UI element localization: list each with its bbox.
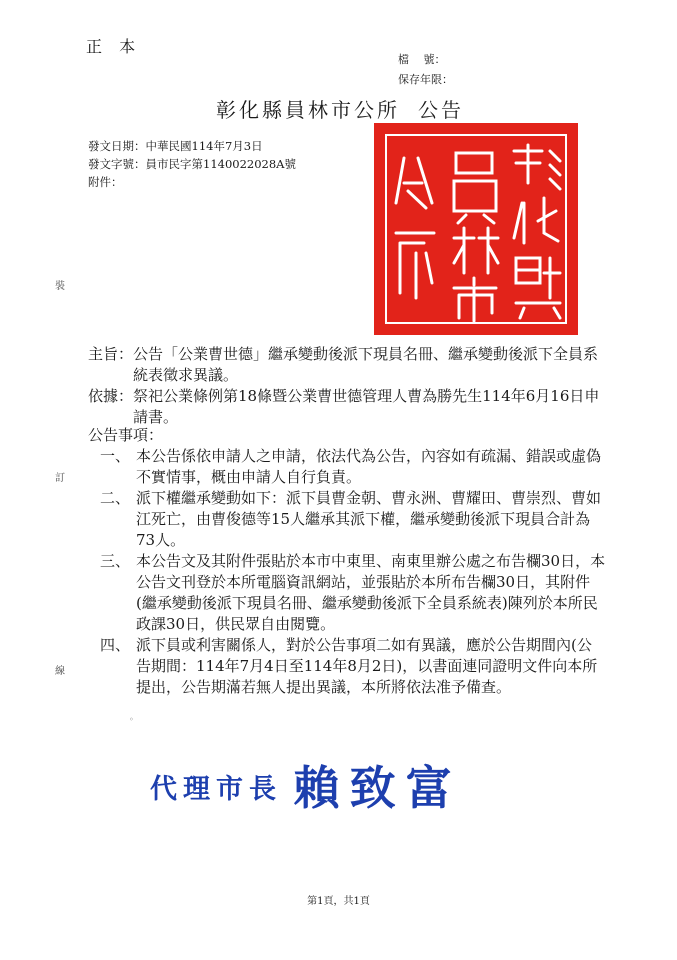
item-text: 本公告係依申請人之申請，依法代為公告，內容如有疏漏、錯誤或虛偽不實情事，概由申請人自行負責。 — [136, 447, 602, 486]
agency-name: 彰化縣員林市公所 — [216, 98, 400, 122]
file-number-field: 檔 號： — [398, 53, 446, 66]
notice-items-label: 公告事項： — [88, 426, 164, 444]
document-title — [216, 94, 464, 123]
item-number: 一、 — [100, 447, 131, 465]
notice-item — [100, 488, 606, 551]
issue-number: 發文字號：員市民字第1140022028A號 — [88, 157, 296, 171]
item-number: 三、 — [100, 552, 131, 570]
stray-dot-icon: ◦ — [129, 715, 134, 724]
document-type: 公告 — [418, 98, 464, 122]
page-number: 第1頁，共1頁 — [307, 896, 370, 907]
item-text: 派下權繼承變動如下：派下員曹金朝、曹永洲、曹耀田、曹崇烈、曹如江死亡，由曹俊德等15人繼承其派下權，繼承變動後派下現員合計為73人。 — [136, 489, 602, 549]
item-text: 本公告文及其附件張貼於本市中東里、南東里辦公處之布告欄30日，本公告文刊登於本所電腦資訊網站，並張貼於本所布告欄30日，其附件(繼承變動後派下現員名冊、繼承變動後派下全員系統表)陳列於本所民政課30日，供民眾自由閱覽。 — [136, 552, 606, 633]
signature-title: 代理市長 — [150, 774, 282, 805]
issue-date: 發文日期：中華民國114年7月3日 — [88, 139, 263, 153]
basis-label: 依據： — [88, 387, 134, 405]
signature-name: 賴致富 — [293, 761, 462, 815]
subject-text: 公告「公業曹世德」繼承變動後派下現員名冊、繼承變動後派下全員系統表徵求異議。 — [133, 345, 599, 384]
notice-items-list — [100, 446, 606, 698]
signature-stamp — [150, 752, 462, 818]
official-seal — [374, 123, 578, 335]
subject-label: 主旨： — [88, 345, 134, 363]
binding-mark-bind: 裝 — [55, 281, 65, 292]
subject-section — [88, 344, 608, 386]
binding-mark-staple: 訂 — [55, 473, 65, 484]
notice-item — [100, 635, 606, 698]
notice-item — [100, 446, 606, 488]
item-text: 派下員或利害關係人，對於公告事項二如有異議，應於公告期間內(公告期間：114年7月4日至114年8月2日)，以書面連同證明文件向本所提出，公告期滿若無人提出異議，本所將依法准予備查。 — [136, 636, 598, 696]
attachment-line: 附件： — [88, 175, 123, 189]
basis-section — [88, 386, 608, 428]
seal-glyphs-icon — [374, 123, 578, 335]
retention-field: 保存年限： — [398, 73, 453, 86]
notice-item — [100, 551, 606, 635]
basis-text: 祭祀公業條例第18條暨公業曹世德管理人曹為勝先生114年6月16日申請書。 — [133, 387, 600, 426]
copy-mark: 正 本 — [86, 37, 142, 56]
item-number: 二、 — [100, 489, 131, 507]
binding-mark-line: 線 — [55, 666, 65, 677]
item-number: 四、 — [100, 636, 131, 654]
